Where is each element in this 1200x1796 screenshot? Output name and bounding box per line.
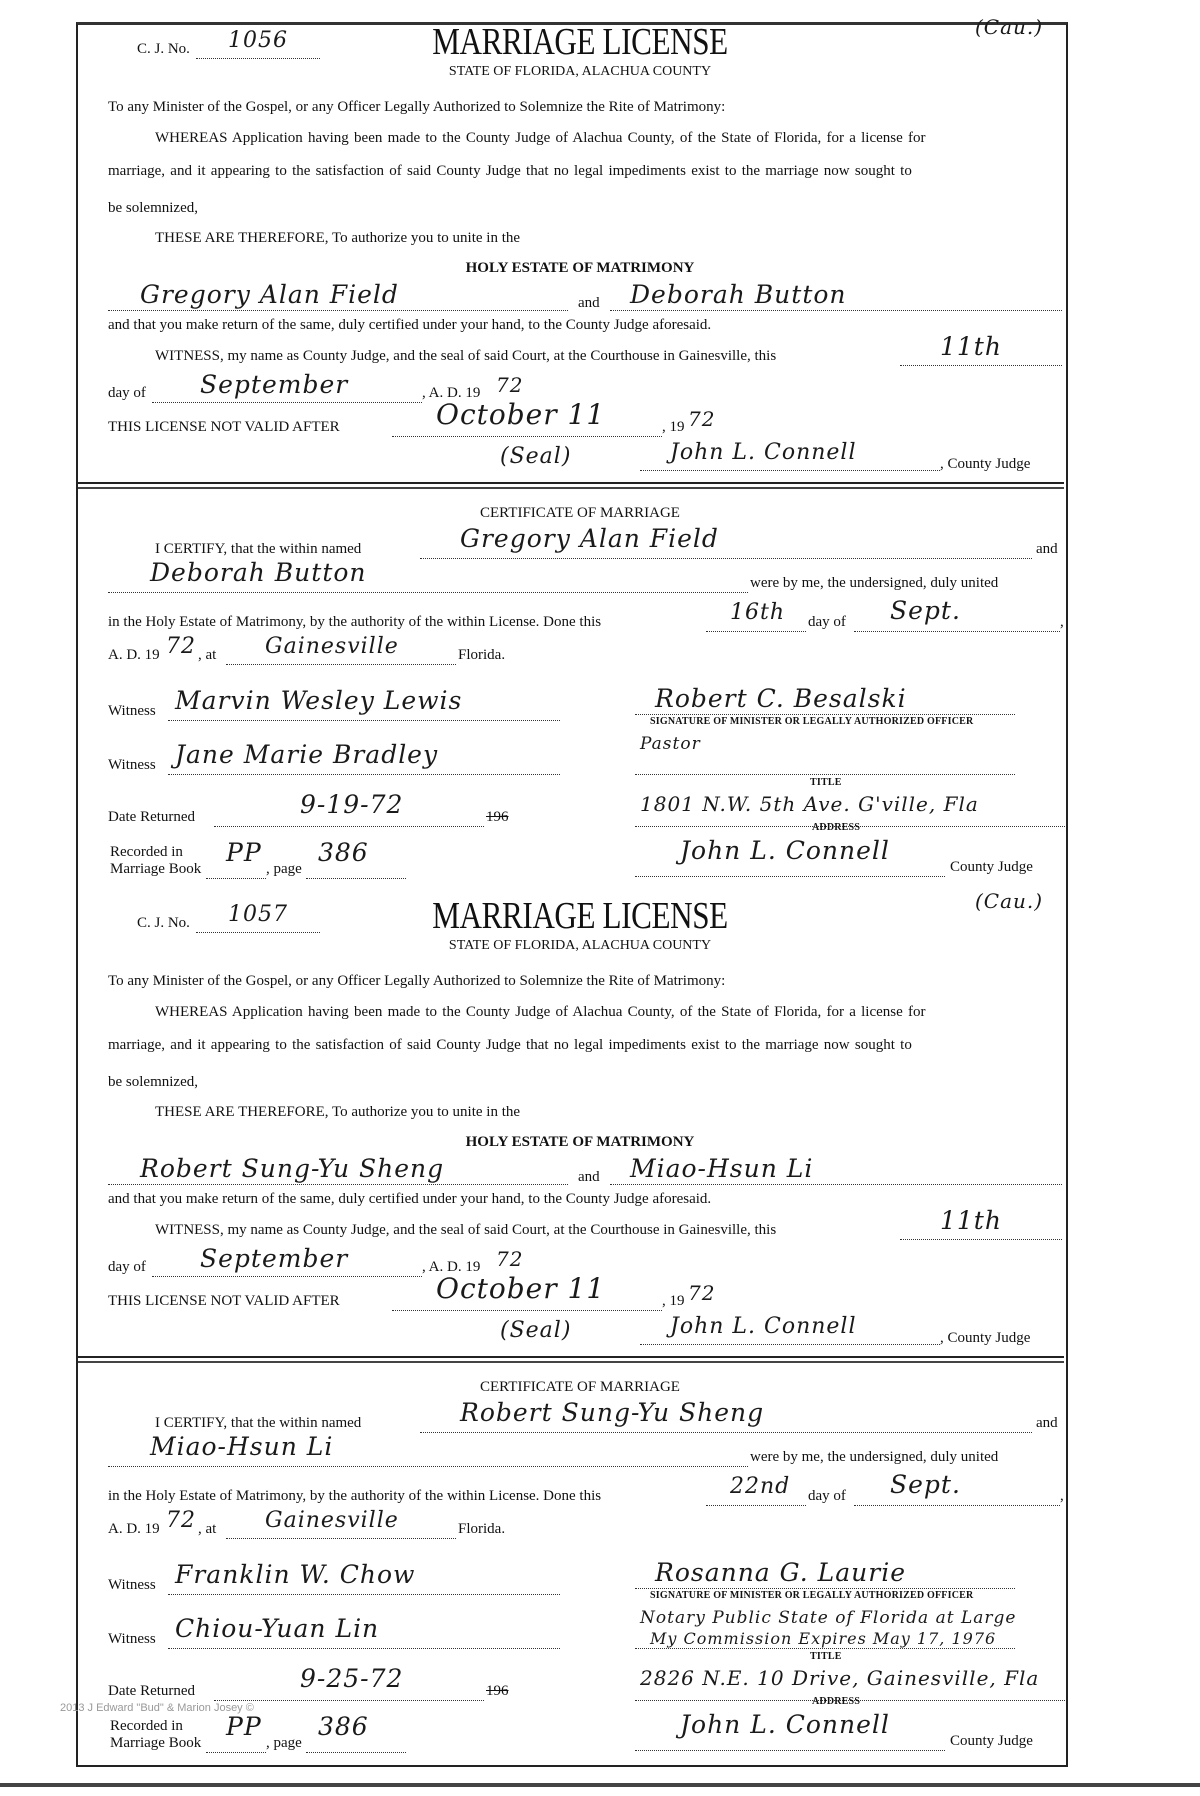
witness-clause: WITNESS, my name as County Judge, and the seal of said Court, at the Courthouse in Gainesville, this — [155, 348, 777, 364]
printed-year-struck: 196 — [486, 809, 509, 825]
issued-year: 72 — [496, 1247, 524, 1271]
page-label: , page — [266, 861, 302, 877]
license-title: MARRIAGE LICENSE — [432, 21, 728, 63]
cert-groom: Robert Sung-Yu Sheng — [460, 1398, 765, 1427]
issued-year: 72 — [496, 373, 524, 397]
officer-title: Notary Public State of Florida at Large — [640, 1608, 1017, 1628]
whereas-line-3: be solemnized, — [108, 1074, 198, 1090]
whereas-line-1: WHEREAS Application having been made to the County Judge of Alachua County, of the State of Florida, for a license for — [155, 130, 926, 146]
not-valid-label: THIS LICENSE NOT VALID AFTER — [108, 419, 340, 435]
cj-number-label: C. J. No. — [137, 41, 190, 57]
address-line: To any Minister of the Gospel, or any Officer Legally Authorized to Solemnize the Rite of Matrimony: — [108, 99, 726, 115]
groom-name: Gregory Alan Field — [140, 280, 399, 309]
county-judge-label: , County Judge — [940, 456, 1031, 472]
comma: , — [1060, 614, 1064, 630]
witness-1-label: Witness — [108, 1577, 156, 1593]
florida-label: Florida. — [458, 647, 506, 663]
officer-address: 1801 N.W. 5th Ave. G'ville, Fla — [640, 792, 979, 816]
witness-1-label: Witness — [108, 703, 156, 719]
date-returned: 9-25-72 — [300, 1664, 404, 1693]
witness-clause: WITNESS, my name as County Judge, and the seal of said Court, at the Courthouse in Gainesville, this — [155, 1222, 777, 1238]
valid-year: 72 — [688, 407, 716, 431]
issued-day: 11th — [940, 332, 1002, 361]
cert-groom: Gregory Alan Field — [460, 524, 719, 553]
done-day: 22nd — [730, 1474, 791, 1499]
officer-title: Pastor — [640, 734, 701, 754]
witness-1: Franklin W. Chow — [175, 1560, 416, 1589]
whereas-line-2: marriage, and it appearing to the satisfaction of said County Judge that no legal impediments exist to the marriage now sought to — [108, 163, 912, 179]
day-of-label: day of — [808, 1488, 846, 1504]
return-line: and that you make return of the same, duly certified under your hand, to the County Judge aforesaid. — [108, 317, 712, 333]
certificate-heading: CERTIFICATE OF MARRIAGE — [480, 1379, 680, 1395]
title-label: TITLE — [810, 777, 842, 788]
copyright-watermark: 2013 J Edward "Bud" & Marion Josey © — [60, 1702, 254, 1714]
witness-2-label: Witness — [108, 757, 156, 773]
ad-label: , A. D. 19 — [422, 385, 481, 401]
witness-2-label: Witness — [108, 1631, 156, 1647]
day-of-label: day of — [808, 614, 846, 630]
holy-estate-heading: HOLY ESTATE OF MATRIMONY — [465, 260, 695, 276]
cj-number: 1057 — [228, 902, 288, 927]
done-month: Sept. — [890, 1470, 961, 1499]
place: Gainesville — [265, 1508, 399, 1533]
book: PP — [226, 838, 262, 867]
valid-year-label: , 19 — [662, 419, 685, 435]
day-of-label: day of — [108, 1259, 146, 1275]
date-returned-label: Date Returned — [108, 809, 196, 825]
ad-label: , A. D. 19 — [422, 1259, 481, 1275]
bride-name: Miao-Hsun Li — [630, 1154, 814, 1183]
i-certify-label: I CERTIFY, that the within named — [155, 541, 362, 557]
witness-2: Chiou-Yuan Lin — [175, 1614, 380, 1643]
title-label: TITLE — [810, 1651, 842, 1662]
recorded-in-label: Recorded in — [110, 1718, 183, 1734]
valid-until: October 11 — [436, 1272, 606, 1305]
holy-estate-heading: HOLY ESTATE OF MATRIMONY — [465, 1134, 695, 1150]
address-label: ADDRESS — [812, 1696, 861, 1707]
i-certify-label: I CERTIFY, that the within named — [155, 1415, 362, 1431]
section-divider — [78, 1356, 1064, 1363]
address-line: To any Minister of the Gospel, or any Officer Legally Authorized to Solemnize the Rite of Matrimony: — [108, 973, 726, 989]
place: Gainesville — [265, 634, 399, 659]
signature-label: SIGNATURE OF MINISTER OR LEGALLY AUTHORIZED OFFICER — [650, 716, 974, 727]
at-label: , at — [198, 647, 217, 663]
cj-number-label: C. J. No. — [137, 915, 190, 931]
county-judge-label: County Judge — [950, 1733, 1033, 1749]
seal-mark: (Seal) — [500, 1318, 572, 1343]
race-note: (Cau.) — [975, 889, 1044, 913]
race-note: (Cau.) — [975, 15, 1044, 39]
recording-judge: John L. Connell — [680, 836, 890, 865]
county-judge-label: , County Judge — [940, 1330, 1031, 1346]
and-label: and — [578, 1169, 600, 1185]
were-by-me-label: were by me, the undersigned, duly united — [750, 575, 999, 591]
page-number: 386 — [318, 1712, 369, 1741]
were-by-me-label: were by me, the undersigned, duly united — [750, 1449, 999, 1465]
issued-day: 11th — [940, 1206, 1002, 1235]
cert-bride: Deborah Button — [150, 558, 367, 587]
section-divider — [78, 482, 1064, 489]
marriage-license-record — [0, 874, 1200, 1754]
license-title: MARRIAGE LICENSE — [432, 895, 728, 937]
holy-estate-line: in the Holy Estate of Matrimony, by the authority of the within License. Done this — [108, 1488, 602, 1504]
ad-prefix: A. D. 19 — [108, 1521, 160, 1537]
certificate-heading: CERTIFICATE OF MARRIAGE — [480, 505, 680, 521]
therefore-line: THESE ARE THEREFORE, To authorize you to unite in the — [155, 1104, 521, 1120]
bride-name: Deborah Button — [630, 280, 847, 309]
whereas-line-3: be solemnized, — [108, 200, 198, 216]
return-line: and that you make return of the same, duly certified under your hand, to the County Judge aforesaid. — [108, 1191, 712, 1207]
officer-title-continued: My Commission Expires May 17, 1976 — [650, 1629, 997, 1648]
and-label: and — [1036, 1415, 1058, 1431]
cert-bride: Miao-Hsun Li — [150, 1432, 334, 1461]
issued-month: September — [200, 1244, 349, 1273]
seal-mark: (Seal) — [500, 444, 572, 469]
done-day: 16th — [730, 600, 786, 625]
at-label: , at — [198, 1521, 217, 1537]
officer-address: 2826 N.E. 10 Drive, Gainesville, Fla — [640, 1666, 1040, 1690]
page-number: 386 — [318, 838, 369, 867]
done-year: 72 — [166, 1508, 196, 1533]
address-label: ADDRESS — [812, 822, 861, 833]
done-year: 72 — [166, 634, 196, 659]
ad-prefix: A. D. 19 — [108, 647, 160, 663]
whereas-line-2: marriage, and it appearing to the satisfaction of said County Judge that no legal impediments exist to the marriage now sought to — [108, 1037, 912, 1053]
officer-signature: Rosanna G. Laurie — [655, 1558, 906, 1587]
date-returned-label: Date Returned — [108, 1683, 196, 1699]
witness-1: Marvin Wesley Lewis — [175, 686, 463, 715]
day-of-label: day of — [108, 385, 146, 401]
county-judge-label: County Judge — [950, 859, 1033, 875]
cj-number: 1056 — [228, 28, 288, 53]
done-month: Sept. — [890, 596, 961, 625]
whereas-line-1: WHEREAS Application having been made to the County Judge of Alachua County, of the State of Florida, for a license for — [155, 1004, 926, 1020]
marriage-book-label: Marriage Book — [110, 861, 202, 877]
officer-signature: Robert C. Besalski — [655, 684, 907, 713]
book: PP — [226, 1712, 262, 1741]
valid-year-label: , 19 — [662, 1293, 685, 1309]
groom-name: Robert Sung-Yu Sheng — [140, 1154, 445, 1183]
recording-judge: John L. Connell — [680, 1710, 890, 1739]
florida-label: Florida. — [458, 1521, 506, 1537]
valid-year: 72 — [688, 1281, 716, 1305]
valid-until: October 11 — [436, 398, 606, 431]
page-label: , page — [266, 1735, 302, 1751]
judge-signature: John L. Connell — [670, 440, 857, 465]
officer-title-field — [635, 756, 1015, 775]
and-label: and — [1036, 541, 1058, 557]
signature-label: SIGNATURE OF MINISTER OR LEGALLY AUTHORIZED OFFICER — [650, 1590, 974, 1601]
printed-year-struck: 196 — [486, 1683, 509, 1699]
date-returned: 9-19-72 — [300, 790, 404, 819]
license-subtitle: STATE OF FLORIDA, ALACHUA COUNTY — [448, 64, 712, 79]
and-label: and — [578, 295, 600, 311]
license-subtitle: STATE OF FLORIDA, ALACHUA COUNTY — [448, 938, 712, 953]
marriage-license-record — [0, 0, 1200, 880]
therefore-line: THESE ARE THEREFORE, To authorize you to unite in the — [155, 230, 521, 246]
not-valid-label: THIS LICENSE NOT VALID AFTER — [108, 1293, 340, 1309]
recorded-in-label: Recorded in — [110, 844, 183, 860]
marriage-book-label: Marriage Book — [110, 1735, 202, 1751]
issued-month: September — [200, 370, 349, 399]
holy-estate-line: in the Holy Estate of Matrimony, by the authority of the within License. Done this — [108, 614, 602, 630]
judge-signature: John L. Connell — [670, 1314, 857, 1339]
page-bottom-edge — [0, 1783, 1200, 1787]
witness-2: Jane Marie Bradley — [175, 740, 439, 769]
comma: , — [1060, 1488, 1064, 1504]
